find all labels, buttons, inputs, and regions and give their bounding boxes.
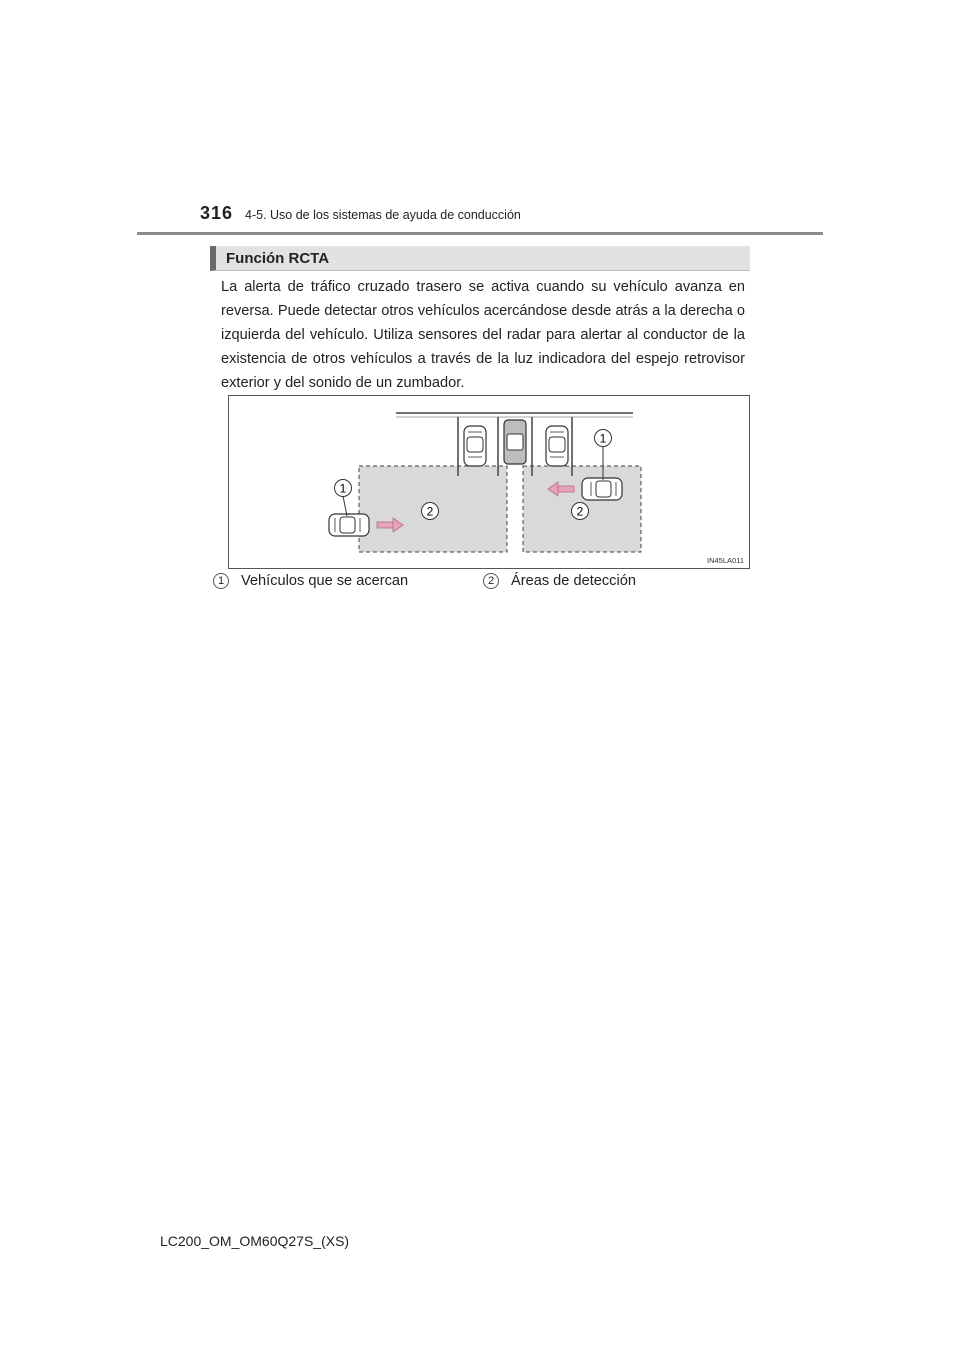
svg-text:1: 1	[339, 481, 347, 496]
callout-left-2	[422, 503, 439, 520]
rcta-figure	[228, 395, 750, 569]
reversing-vehicle	[504, 420, 526, 464]
legend-label-2: Áreas de detección	[511, 573, 636, 589]
figure-code: IN45LA011	[707, 556, 744, 565]
parked-car-2	[546, 426, 568, 466]
section-heading-text: Función RCTA	[226, 250, 330, 267]
svg-text:1: 1	[599, 431, 607, 446]
approaching-vehicle-left	[329, 514, 369, 536]
leader-line-left	[343, 496, 347, 516]
legend-number-1: 1	[213, 573, 229, 589]
body-paragraph: La alerta de tráfico cruzado trasero se activa cuando su vehículo avanza en reversa. Puede detectar otros vehículos acercándose desde atrás a la derecha o izquierda del vehículo. Utiliza sensores del radar para alertar al conductor de la existencia de otros vehículos a través de la luz indicadora del espejo retrovisor exterior y del sonido de un zumbador.	[221, 279, 745, 391]
header-rule	[137, 232, 823, 235]
figure-legend	[213, 573, 753, 597]
rcta-diagram	[229, 396, 749, 568]
legend-item-2	[483, 573, 636, 589]
callout-right-2	[572, 503, 589, 520]
parked-car-1	[464, 426, 486, 466]
legend-item-1	[213, 573, 408, 589]
callout-left-1	[335, 480, 352, 497]
page-number: 316	[200, 203, 234, 223]
approaching-vehicle-right	[582, 478, 622, 500]
callout-right-1	[595, 430, 612, 447]
section-heading	[210, 246, 750, 271]
legend-number-2: 2	[483, 573, 499, 589]
section-path: 4-5. Uso de los sistemas de ayuda de conducción	[245, 208, 521, 222]
svg-text:2: 2	[576, 504, 584, 519]
legend-label-1: Vehículos que se acercan	[241, 573, 409, 589]
footer-code: LC200_OM_OM60Q27S_(XS)	[160, 1233, 350, 1249]
svg-text:2: 2	[426, 504, 434, 519]
